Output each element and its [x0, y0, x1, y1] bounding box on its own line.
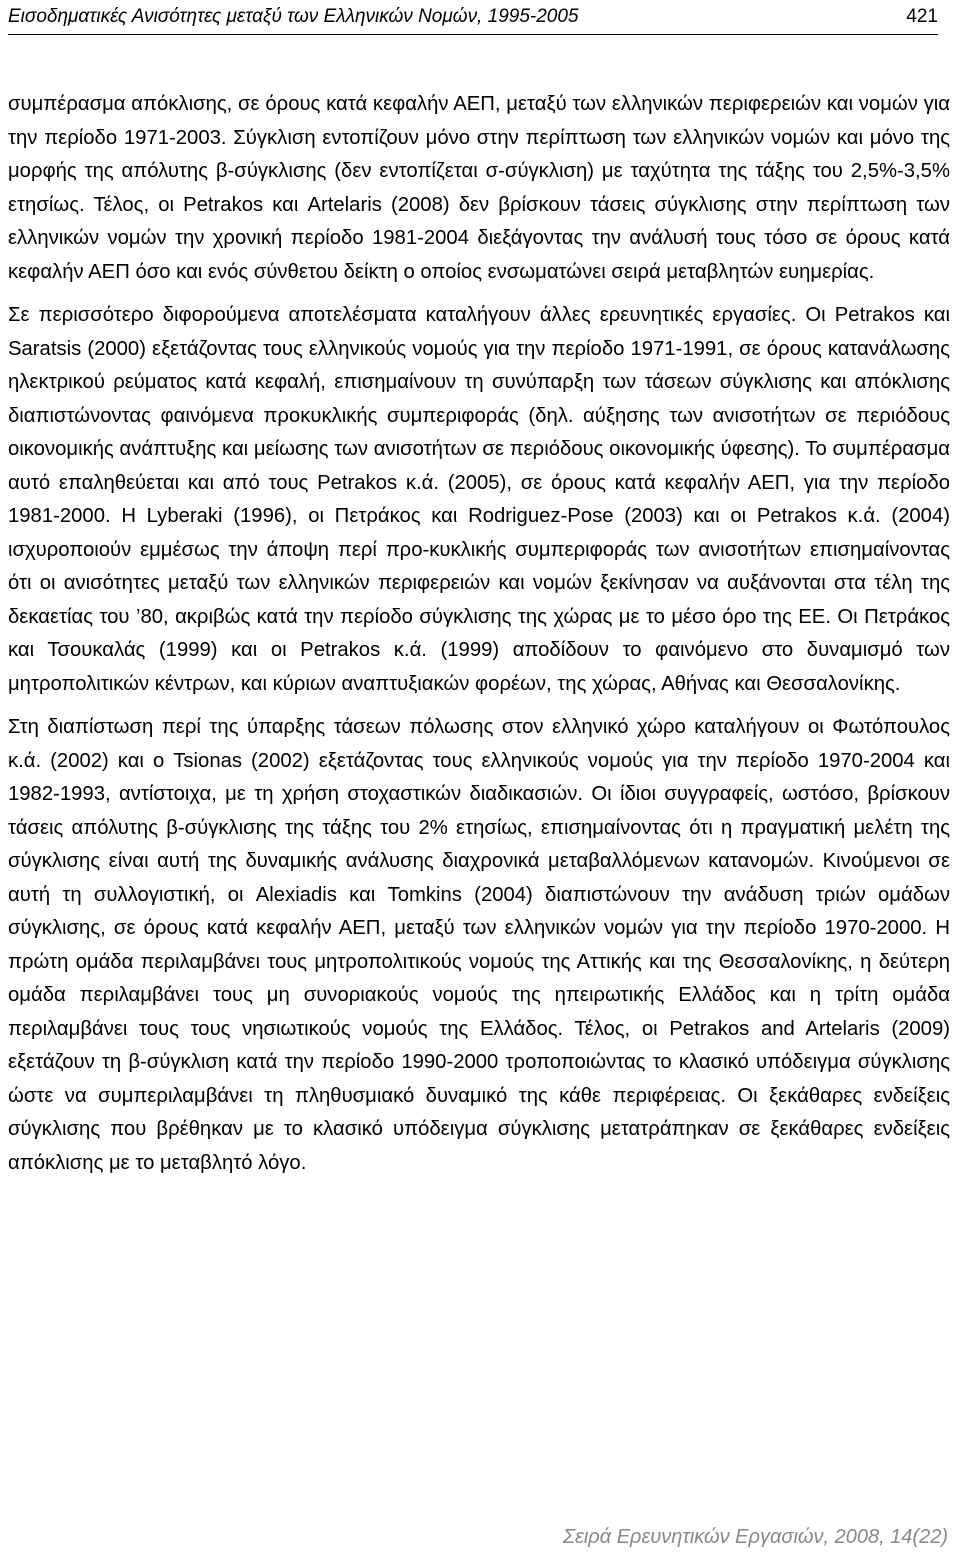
page-number: 421 [906, 6, 938, 27]
paragraph-1: συμπέρασμα απόκλισης, σε όρους κατά κεφαλήν ΑΕΠ, μεταξύ των ελληνικών περιφερειών και νομών για την περίοδο 1971-2003. Σύγκλιση εντοπίζουν μόνο στην περίπτωση των ελληνικών νομών και μόνο της μορφής της απόλυτης β-σύγκλισης (δεν εντοπίζεται σ-σύγκλιση) με ταχύτητα της τάξης του 2,5%-3,5% ετησίως. Τέλος, οι Petrakos και Artelaris (2008) δεν βρίσκουν τάσεις σύγκλισης στην περίπτωση των ελληνικών νομών την χρονική περίοδο 1981-2004 διεξάγοντας την ανάλυσή τους τόσο σε όρους κατά κεφαλήν ΑΕΠ όσο και ενός σύνθετου δείκτη ο οποίος ενσωματώνει σειρά μεταβλητών ευημερίας. [8, 93, 950, 283]
body-text [8, 88, 950, 1180]
running-header [8, 0, 938, 35]
footer-series: Σειρά Ερευνητικών Εργασιών, 2008, 14(22) [563, 1526, 948, 1548]
paragraph-2: Σε περισσότερο διφορούμενα αποτελέσματα καταλήγουν άλλες ερευνητικές εργασίες. Οι Petrakos και Saratsis (2000) εξετάζοντας τους ελληνικούς νομούς για την περίοδο 1971-1991, σε όρους κατανάλωσης ηλεκτρικού ρεύματος κατά κεφαλή, επισημαίνουν τη συνύπαρξη των τάσεων σύγκλισης και απόκλισης διαπιστώνοντας φαινόμενα προκυκλικής συμπεριφοράς (δηλ. αύξησης των ανισοτήτων σε περιόδους οικονομικής ανάπτυξης και μείωσης των ανισοτήτων σε περιόδους οικονομικής ύφεσης). Το συμπέρασμα αυτό επαληθεύεται και από τους Petrakos κ.ά. (2005), σε όρους κατά κεφαλήν ΑΕΠ, για την περίοδο 1981-2000. Η Lyberaki (1996), οι Πετράκος και Rodriguez-Pose (2003) και οι Petrakos κ.ά. (2004) ισχυροποιούν εμμέσως την άποψη περί προ-κυκλικής συμπεριφοράς των ανισοτήτων επισημαίνοντας ότι οι ανισότητες μεταξύ των ελληνικών περιφερειών και νομών ξεκίνησαν να αυξάνονται στα τέλη της δεκαετίας του ’80, ακριβώς κατά την περίοδο σύγκλισης της χώρας με το μέσο όρο της ΕΕ. Οι Πετράκος και Τσουκαλάς (1999) και οι Petrakos κ.ά. (1999) αποδίδουν το φαινόμενο στο δυναμισμό των μητροπολιτικών κέντρων, και κύριων αναπτυξιακών φορέων, της χώρας, Αθήνας και Θεσσαλονίκης. [8, 304, 950, 695]
header-title: Εισοδηματικές Ανισότητες μεταξύ των Ελληνικών Νομών, 1995-2005 [8, 6, 579, 27]
paragraph-3: Στη διαπίστωση περί της ύπαρξης τάσεων πόλωσης στον ελληνικό χώρο καταλήγουν οι Φωτόπουλος κ.ά. (2002) και ο Tsionas (2002) εξετάζοντας τους ελληνικούς νομούς για την περίοδο 1970-2004 και 1982-1993, αντίστοιχα, με τη χρήση στοχαστικών διαδικασιών. Οι ίδιοι συγγραφείς, ωστόσο, βρίσκουν τάσεις απόλυτης β-σύγκλισης της τάξης του 2% ετησίως, επισημαίνοντας ότι η πραγματική μελέτη της σύγκλισης είναι αυτή της δυναμικής ανάλυσης διαχρονικά μεταβαλλόμενων κατανομών. Κινούμενοι σε αυτή τη συλλογιστική, οι Alexiadis και Tomkins (2004) διαπιστώνουν την ανάδυση τριών ομάδων σύγκλισης, σε όρους κατά κεφαλήν ΑΕΠ, μεταξύ των ελληνικών νομών για την περίοδο 1970-2000. Η πρώτη ομάδα περιλαμβάνει τους μητροπολιτικούς νομούς της Αττικής και της Θεσσαλονίκης, η δεύτερη ομάδα περιλαμβάνει τους μη συνοριακούς νομούς της ηπειρωτικής Ελλάδος και η τρίτη ομάδα περιλαμβάνει τους τους νησιωτικούς νομούς της Ελλάδος. Τέλος, οι Petrakos and Artelaris (2009) εξετάζουν τη β-σύγκλιση κατά την περίοδο 1990-2000 τροποποιώντας το κλασικό υπόδειγμα σύγκλισης ώστε να συμπεριλαμβάνει τη πληθυσμιακό δυναμικό της κάθε περιφέρειας. Οι ξεκάθαρες ενδείξεις σύγκλισης που βρέθηκαν με το κλασικό υπόδειγμα σύγκλισης μετατράπηκαν σε ξεκάθαρες ενδείξεις απόκλισης με το μεταβλητό λόγο. [8, 716, 950, 1174]
